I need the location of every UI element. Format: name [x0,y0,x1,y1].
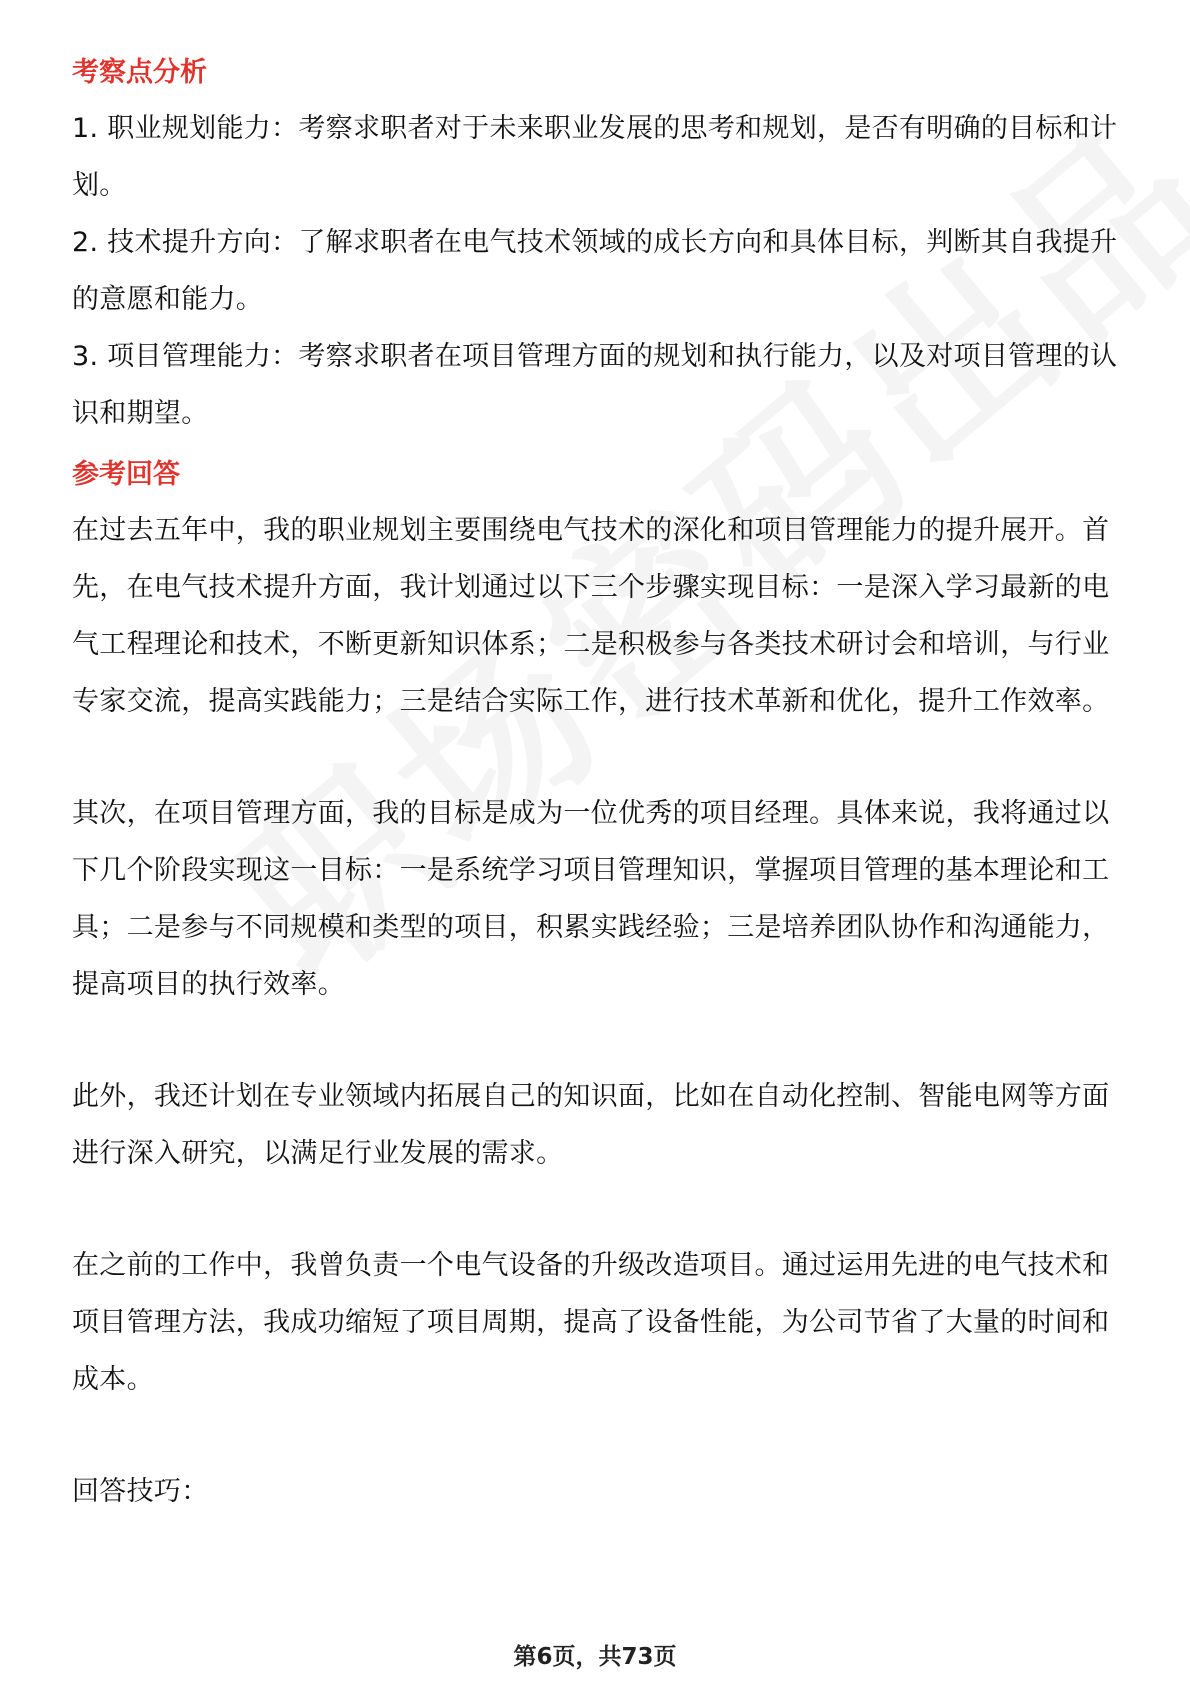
answer-paragraph-2: 其次，在项目管理方面，我的目标是成为一位优秀的项目经理。具体来说，我将通过以下几个阶段实现这一目标：一是系统学习项目管理知识，掌握项目管理的基本理论和工具；二是参与不同规模和类型的项目，积累实践经验；三是培养团队协作和沟通能力，提高项目的执行效率。 [72,798,1110,1000]
tips-title: 回答技巧： [72,1476,209,1507]
answer-paragraph-3: 此外，我还计划在专业领域内拓展自己的知识面，比如在自动化控制、智能电网等方面进行深入研究，以满足行业发展的需求。 [72,1081,1110,1169]
analysis-title: 考察点分析 [72,57,207,88]
answer-paragraph-4: 在之前的工作中，我曾负责一个电气设备的升级改造项目。通过运用先进的电气技术和项目管理方法，我成功缩短了项目周期，提高了设备性能，为公司节省了大量的时间和成本。 [72,1250,1110,1395]
analysis-item-2: 2. 技术提升方向：了解求职者在电气技术领域的成长方向和具体目标，判断其自我提升的意愿和能力。 [72,227,1118,315]
analysis-item-1: 1. 职业规划能力：考察求职者对于未来职业发展的思考和规划，是否有明确的目标和计划。 [72,113,1118,201]
answer-paragraph-1: 在过去五年中，我的职业规划主要围绕电气技术的深化和项目管理能力的提升展开。首先，在电气技术提升方面，我计划通过以下三个步骤实现目标：一是深入学习最新的电气工程理论和技术，不断更新知识体系；二是积极参与各类技术研讨会和培训，与行业专家交流，提高实践能力；三是结合实际工作，进行技术革新和优化，提升工作效率。 [72,515,1110,717]
page-number: 第6页，共73页 [513,1644,677,1670]
analysis-item-3: 3. 项目管理能力：考察求职者在项目管理方面的规划和执行能力，以及对项目管理的认识和期望。 [72,341,1118,429]
answer-title: 参考回答 [72,459,180,490]
document-page [72,52,1122,1520]
